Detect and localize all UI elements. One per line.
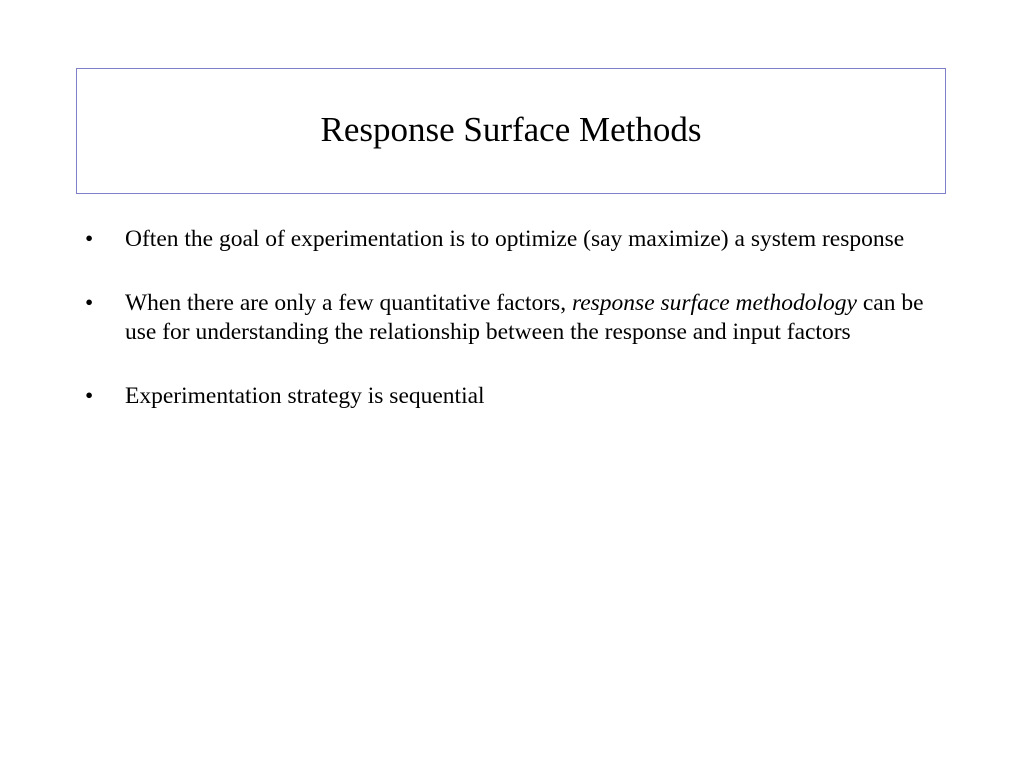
bullet-item	[84, 225, 944, 254]
bullet-text-after: can be use for understanding the relationship between the response and input factors	[125, 290, 924, 345]
title-box	[76, 68, 946, 194]
bullet-list	[84, 225, 944, 446]
bullet-text-emphasis: response surface methodology	[571, 290, 857, 316]
bullet-item	[84, 289, 944, 347]
bullet-text-before: When there are only a few quantitative factors,	[125, 290, 572, 316]
bullet-dot-icon: •	[85, 226, 94, 252]
bullet-text: Often the goal of experimentation is to optimize (say maximize) a system response	[125, 226, 905, 252]
bullet-dot-icon: •	[85, 383, 94, 409]
slide-title: Response Surface Methods	[320, 110, 702, 149]
bullet-dot-icon: •	[85, 290, 94, 316]
bullet-text: Experimentation strategy is sequential	[125, 383, 485, 409]
bullet-item	[84, 382, 944, 411]
